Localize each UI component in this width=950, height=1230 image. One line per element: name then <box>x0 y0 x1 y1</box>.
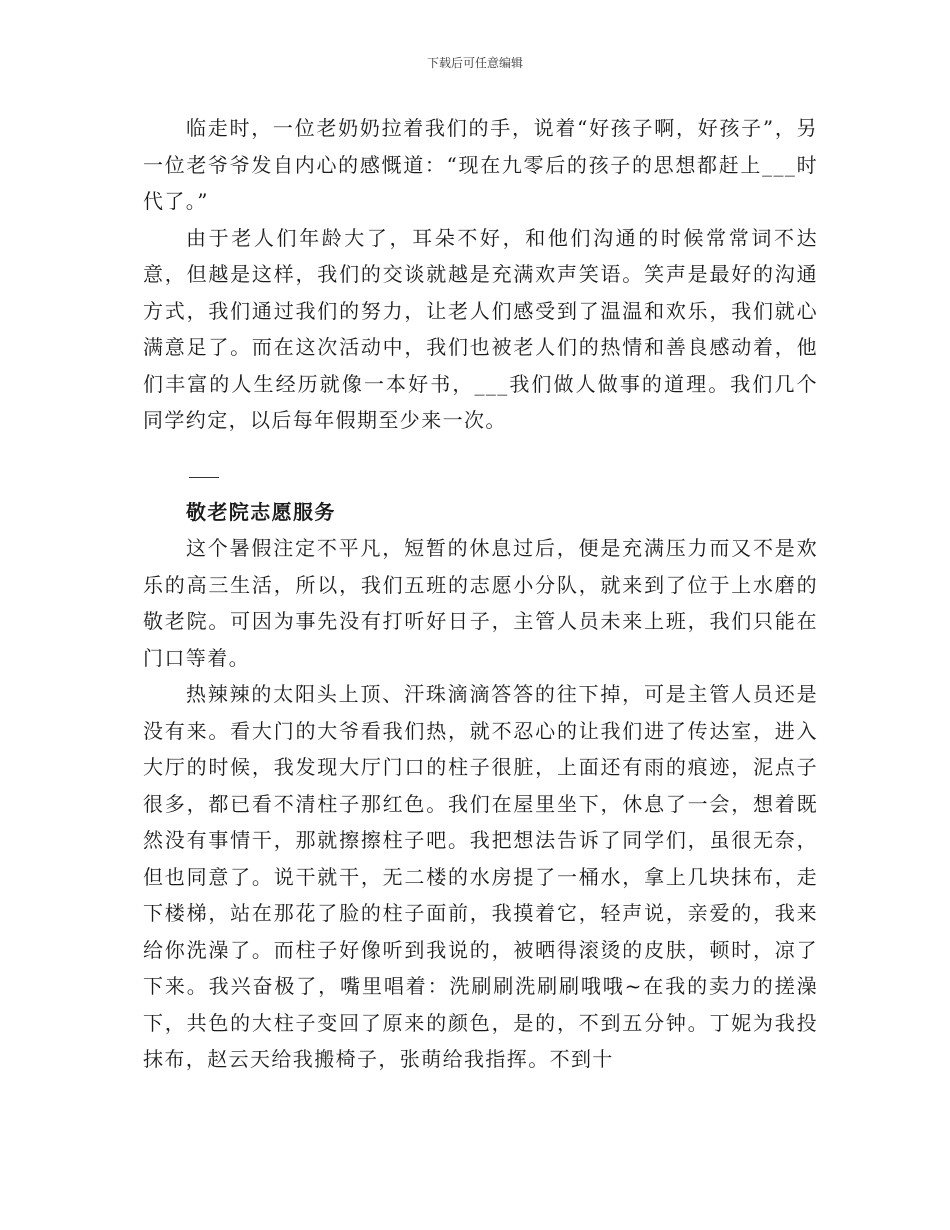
paragraph-farewell: 临走时，一位老奶奶拉着我们的手，说着“好孩子啊，好孩子”，另一位老爷爷发自内心的感慨道：“现在九零后的孩子的思想都赶上___时代了。” <box>143 116 818 213</box>
section-title: 敬老院志愿服务 <box>186 499 336 524</box>
document-body <box>143 110 818 1078</box>
paragraph-pillar-cleaning: 热辣辣的太阳头上顶、汗珠滴滴答答的往下掉，可是主管人员还是没有来。看大门的大爷看我们热，就不忍心的让我们进了传达室，进入大厅的时候，我发现大厅门口的柱子很脏，上面还有雨的痕迹，泥点子很多，都已看不清柱子那红色。我们在屋里坐下，休息了一会，想着既然没有事情干，那就擦擦柱子吧。我把想法告诉了同学们，虽很无奈，但也同意了。说干就干，无二楼的水房提了一桶水，拿上几块抹布，走下楼梯，站在那花了脸的柱子面前，我摸着它，轻声说，亲爱的，我来给你洗澡了。而柱子好像听到我说的，被晒得滚烫的皮肤，顿时，凉了下来。我兴奋极了，嘴里唱着：洗刷刷洗刷刷哦哦~在我的卖力的搓澡下，共色的大柱子变回了原来的颜色，是的，不到五分钟。丁妮为我投抹布，赵云天给我搬椅子，张萌给我指挥。不到十 <box>143 682 818 1071</box>
paragraph-communication: 由于老人们年龄大了，耳朵不好，和他们沟通的时候常常词不达意，但越是这样，我们的交谈就越是充满欢声笑语。笑声是最好的沟通方式，我们通过我们的努力，让老人们感受到了温温和欢乐，我们就心满意足了。而在这次活动中，我们也被老人们的热情和善良感动着，他们丰富的人生经历就像一本好书，___我们做人做事的道理。我们几个同学约定，以后每年假期至少来一次。 <box>143 225 818 432</box>
paragraph-summer-intro: 这个暑假注定不平凡，短暂的休息过后，便是充满压力而又不是欢乐的高三生活，所以，我们五班的志愿小分队，就来到了位于上水磨的敬老院。可因为事先没有打听好日子，主管人员未来上班，我们只能在门口等着。 <box>143 536 818 670</box>
page-header: 下载后可任意编辑 <box>426 56 523 70</box>
section-divider <box>189 477 219 478</box>
